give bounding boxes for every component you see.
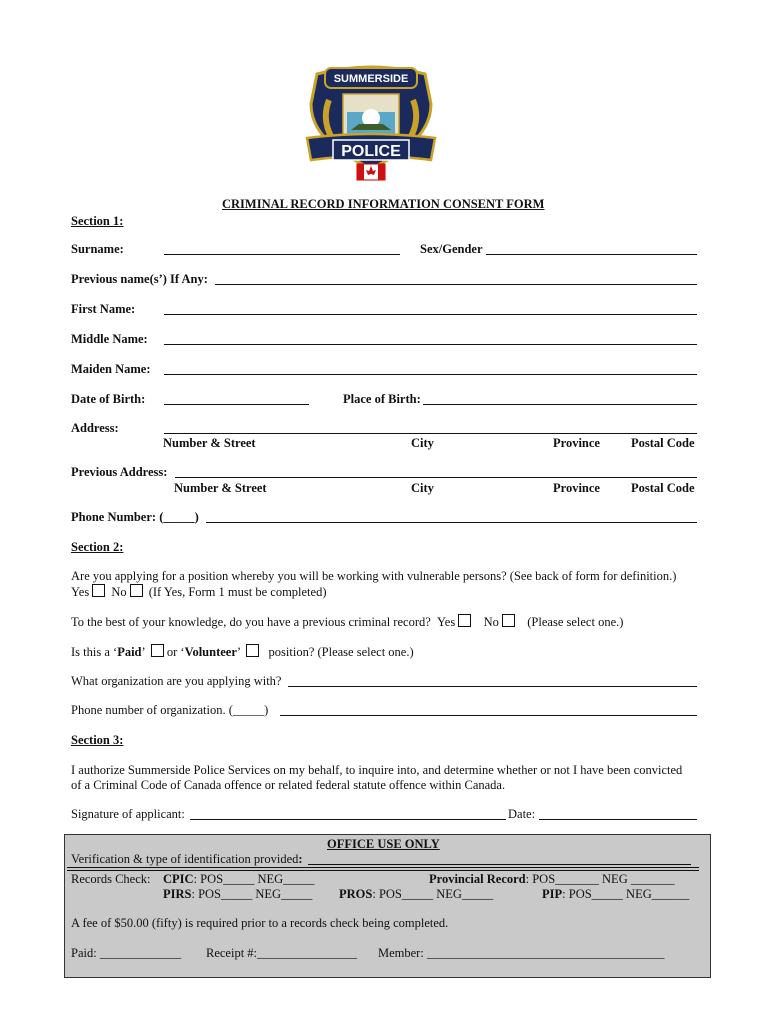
organization-phone-label: Phone number of organization. (_____): [71, 703, 269, 717]
vulnerable-no-checkbox[interactable]: [130, 584, 143, 597]
vulnerable-yes-label: Yes: [71, 585, 90, 599]
paid-label: Paid: [117, 645, 142, 659]
previous-names-field[interactable]: [215, 284, 697, 285]
phone-number-field[interactable]: [206, 522, 697, 523]
previous-names-label: Previous name(s’) If Any:: [71, 272, 208, 286]
pirs-values[interactable]: : POS_____ NEG_____: [191, 887, 313, 901]
position-type-row: [71, 644, 414, 660]
signature-label: Signature of applicant:: [71, 807, 185, 821]
provincial-row: [429, 872, 675, 887]
previous-address-city-caption: City: [411, 481, 434, 495]
provincial-values[interactable]: : POS_______ NEG _______: [525, 872, 675, 886]
criminal-record-yes-checkbox[interactable]: [458, 614, 471, 627]
date-of-birth-label: Date of Birth:: [71, 392, 146, 406]
first-name-label: First Name:: [71, 302, 136, 316]
form-title: CRIMINAL RECORD INFORMATION CONSENT FORM: [222, 197, 545, 211]
organization-phone-field[interactable]: [280, 715, 697, 716]
office-use-heading: OFFICE USE ONLY: [327, 837, 440, 851]
address-city-caption: City: [411, 436, 434, 450]
position-type-text-b: ’: [141, 645, 145, 659]
member-field[interactable]: Member: ______________________________________: [378, 946, 665, 960]
volunteer-checkbox[interactable]: [246, 644, 259, 657]
criminal-record-question: To the best of your knowledge, do you have a previous criminal record?: [71, 615, 431, 629]
date-of-birth-field[interactable]: [164, 404, 309, 405]
criminal-record-no-checkbox[interactable]: [502, 614, 515, 627]
date-field[interactable]: [539, 819, 697, 820]
logo-top-text: SUMMERSIDE: [333, 73, 409, 85]
logo-bottom-text: POLICE: [341, 143, 401, 160]
cpic-values[interactable]: : POS_____ NEG_____: [193, 872, 315, 886]
office-divider: [67, 867, 699, 871]
previous-address-postal-caption: Postal Code: [631, 481, 695, 495]
address-province-caption: Province: [553, 436, 600, 450]
pros-values[interactable]: : POS_____ NEG_____: [372, 887, 494, 901]
pros-label: PROS: [339, 887, 373, 901]
records-check-label: Records Check:: [71, 872, 151, 886]
criminal-record-note: (Please select one.): [527, 615, 624, 629]
organization-field[interactable]: [288, 686, 697, 687]
summerside-police-logo: [303, 64, 439, 186]
vulnerable-question: Are you applying for a position whereby you will be working with vulnerable persons? (See back of form for definition.): [71, 569, 677, 583]
section2-heading: Section 2:: [71, 540, 124, 554]
verification-text: Verification & type of identification provided: [71, 852, 299, 866]
signature-field[interactable]: [190, 819, 506, 820]
pros-row: [339, 887, 493, 902]
cpic-label: CPIC: [163, 872, 194, 886]
receipt-field[interactable]: Receipt #:________________: [206, 946, 358, 960]
criminal-record-no-label: No: [483, 615, 499, 629]
cpic-row: [163, 872, 314, 887]
paid-checkbox[interactable]: [151, 644, 164, 657]
pip-label: PIP: [542, 887, 563, 901]
position-type-text-c: or ‘: [166, 645, 185, 659]
pirs-label: PIRS: [163, 887, 192, 901]
date-label: Date:: [508, 807, 536, 821]
phone-number-label: Phone Number: (_____): [71, 510, 199, 524]
criminal-record-yes-label: Yes: [437, 615, 456, 629]
position-type-text-a: Is this a ‘: [71, 645, 118, 659]
vulnerable-yes-checkbox[interactable]: [92, 584, 105, 597]
surname-label: Surname:: [71, 242, 124, 256]
previous-address-label: Previous Address:: [71, 465, 168, 479]
consent-text-line1: I authorize Summerside Police Services on my behalf, to inquire into, and determine whether or not I have been convicted: [71, 763, 683, 777]
place-of-birth-label: Place of Birth:: [343, 392, 421, 406]
pirs-row: [163, 887, 312, 902]
verification-field[interactable]: [308, 864, 691, 865]
criminal-record-row: [71, 614, 623, 630]
vulnerable-note: (If Yes, Form 1 must be completed): [148, 585, 327, 599]
verification-label: [71, 852, 303, 867]
address-street-caption: Number & Street: [163, 436, 256, 450]
previous-address-field[interactable]: [175, 477, 697, 478]
volunteer-label: Volunteer: [184, 645, 237, 659]
vulnerable-answer-row: [71, 584, 327, 600]
organization-label: What organization are you applying with?: [71, 674, 282, 688]
previous-address-street-caption: Number & Street: [174, 481, 267, 495]
middle-name-field[interactable]: [164, 344, 697, 345]
provincial-label: Provincial Record: [429, 872, 526, 886]
previous-address-province-caption: Province: [553, 481, 600, 495]
sex-gender-label: Sex/Gender: [420, 242, 483, 256]
pip-row: [542, 887, 689, 902]
consent-text-line2: of a Criminal Code of Canada offence or related federal statute offence within Canada.: [71, 778, 506, 792]
middle-name-label: Middle Name:: [71, 332, 148, 346]
pip-values[interactable]: : POS_____ NEG______: [562, 887, 690, 901]
section3-heading: Section 3:: [71, 733, 124, 747]
maiden-name-label: Maiden Name:: [71, 362, 151, 376]
place-of-birth-field[interactable]: [423, 404, 697, 405]
address-label: Address:: [71, 421, 119, 435]
first-name-field[interactable]: [164, 314, 697, 315]
maiden-name-field[interactable]: [164, 374, 697, 375]
fee-notice: A fee of $50.00 (fifty) is required prior to a records check being completed.: [71, 916, 449, 930]
paid-field[interactable]: Paid: _____________: [71, 946, 182, 960]
address-postal-caption: Postal Code: [631, 436, 695, 450]
position-type-text-d: ’: [236, 645, 241, 659]
section1-heading: Section 1:: [71, 214, 124, 228]
surname-field[interactable]: [164, 254, 400, 255]
sex-gender-field[interactable]: [486, 254, 697, 255]
verification-colon: :: [298, 852, 303, 866]
address-field[interactable]: [164, 433, 697, 434]
position-type-note: position? (Please select one.): [268, 645, 414, 659]
vulnerable-no-label: No: [111, 585, 127, 599]
